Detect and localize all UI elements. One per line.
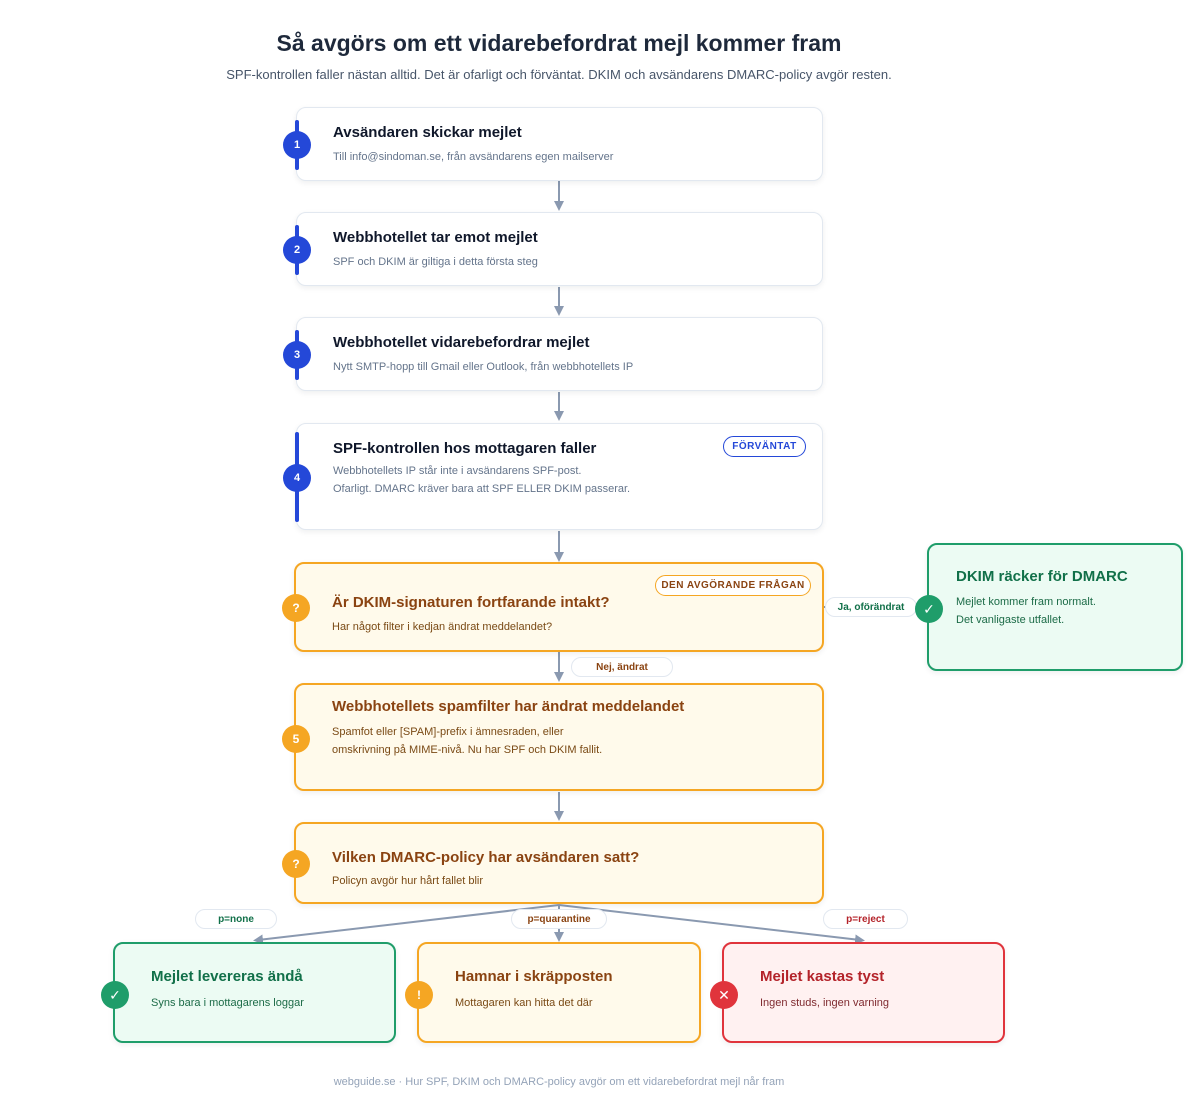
step-title: Avsändaren skickar mejlet xyxy=(333,124,522,141)
policy-question-card xyxy=(294,822,824,904)
step-card-1 xyxy=(293,107,823,181)
step-text: SPF och DKIM är giltiga i detta första steg xyxy=(333,256,538,268)
edge-label-yes-unchanged: Ja, oförändrat xyxy=(825,597,917,617)
question-title: Vilken DMARC-policy har avsändaren satt? xyxy=(332,849,640,866)
footer-credit: webguide.se · Hur SPF, DKIM och DMARC-policy avgör om ett vidarebefordrat mejl når fram xyxy=(333,1076,785,1088)
step-number-badge: 2 xyxy=(283,236,311,264)
step-card-3 xyxy=(293,317,823,391)
step-number-badge: 3 xyxy=(283,341,311,369)
warning-icon: ! xyxy=(405,981,433,1009)
edge-label-p-none: p=none xyxy=(195,909,277,929)
outcome-title: Mejlet kastas tyst xyxy=(760,968,885,985)
outcome-text: Syns bara i mottagarens loggar xyxy=(151,997,304,1009)
question-text: Policyn avgör hur hårt fallet blir xyxy=(332,875,484,887)
outcome-title: Hamnar i skräpposten xyxy=(455,968,613,985)
cross-icon: ✕ xyxy=(710,981,738,1009)
question-title: Är DKIM-signaturen fortfarande intakt? xyxy=(332,594,610,611)
outcome-rejected-card xyxy=(718,942,1005,1043)
step-title: Webbhotellets spamfilter har ändrat meddelandet xyxy=(332,698,685,715)
step-text: Spamfot eller [SPAM]-prefix i ämnesraden, eller omskrivning på MIME-nivå. Nu har SPF och DKIM fallit. xyxy=(332,726,603,756)
step-card-2 xyxy=(293,212,823,286)
outcome-title: Mejlet levereras ändå xyxy=(151,968,303,985)
expected-badge: FÖRVÄNTAT xyxy=(723,436,806,457)
outcome-delivered-card xyxy=(109,942,396,1043)
outcome-spam-card xyxy=(417,942,701,1043)
question-icon: ? xyxy=(282,594,310,622)
outcome-text: Ingen studs, ingen varning xyxy=(760,997,890,1009)
dkim-ok-card xyxy=(923,543,1183,671)
dkim-question-card xyxy=(294,562,824,652)
step-title: SPF-kontrollen hos mottagaren faller xyxy=(333,440,597,457)
step-card-4 xyxy=(293,423,823,530)
step-text: Webbhotellets IP står inte i avsändarens SPF-post. Ofarligt. DMARC kräver bara att SPF ELLER DKIM passerar. xyxy=(333,465,631,495)
step-number-badge: 4 xyxy=(283,464,311,492)
question-text: Har något filter i kedjan ändrat meddelandet? xyxy=(332,621,553,633)
check-icon: ✓ xyxy=(101,981,129,1009)
dkim-ok-text: Mejlet kommer fram normalt. Det vanligaste utfallet. xyxy=(956,596,1096,626)
outcome-text: Mottagaren kan hitta det där xyxy=(455,997,593,1009)
dkim-ok-title: DKIM räcker för DMARC xyxy=(956,568,1128,585)
step-text: Nytt SMTP-hopp till Gmail eller Outlook, från webbhotellets IP xyxy=(333,361,634,373)
page-title: Så avgörs om ett vidarebefordrat mejl kommer fram xyxy=(276,30,842,56)
decisive-question-badge: DEN AVGÖRANDE FRÅGAN xyxy=(655,575,811,596)
step-number-badge: 5 xyxy=(282,725,310,753)
edge-label-p-reject: p=reject xyxy=(823,909,908,929)
page-subtitle: SPF-kontrollen faller nästan alltid. Det är ofarligt och förväntat. DKIM och avsändarens DMARC-policy avgör resten. xyxy=(226,67,892,82)
check-icon: ✓ xyxy=(915,595,943,623)
step-title: Webbhotellet tar emot mejlet xyxy=(333,229,538,246)
question-icon: ? xyxy=(282,850,310,878)
step-number-badge: 1 xyxy=(283,131,311,159)
edge-label-p-quarantine: p=quarantine xyxy=(511,909,607,929)
step-title: Webbhotellet vidarebefordrar mejlet xyxy=(333,334,590,351)
edge-label-no-changed: Nej, ändrat xyxy=(571,657,673,677)
step-text: Till info@sindoman.se, från avsändarens egen mailserver xyxy=(333,151,614,163)
step-card-5 xyxy=(294,683,824,791)
